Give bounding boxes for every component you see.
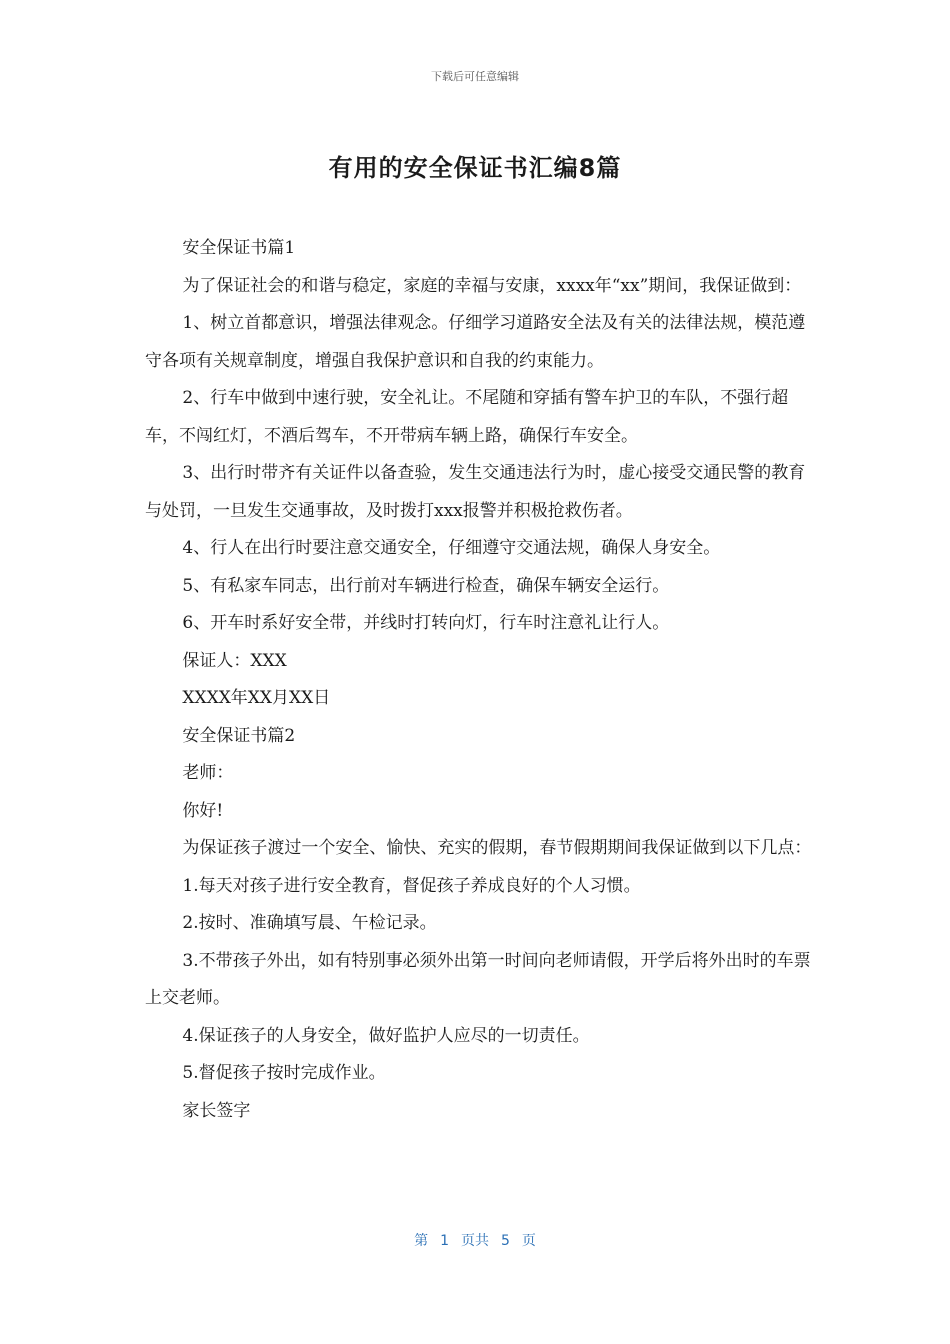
paragraph: 6、开车时系好安全带，并线时打转向灯，行车时注意礼让行人。 <box>182 613 670 633</box>
paragraph: 为了保证社会的和谐与稳定，家庭的幸福与安康，xxxx年“xx”期间，我保证做到： <box>182 275 802 296</box>
paragraph: 4.保证孩子的人身安全，做好监护人应尽的一切责任。 <box>182 1025 590 1046</box>
paragraph: 2.按时、准确填写晨、午检记录。 <box>182 913 437 933</box>
paragraph: 4、行人在出行时要注意交通安全，仔细遵守交通法规，确保人身安全。 <box>182 538 721 558</box>
signature-line: 保证人：XXX <box>182 650 287 671</box>
footer-prefix: 第 <box>414 1233 429 1249</box>
current-page-number: 1 <box>440 1233 449 1249</box>
document-title: 有用的安全保证书汇编8篇 <box>328 154 622 182</box>
section-heading-2: 安全保证书篇2 <box>182 725 296 746</box>
paragraph: 5、有私家车同志，出行前对车辆进行检查，确保车辆安全运行。 <box>182 575 670 596</box>
paragraph: 2、行车中做到中速行驶，安全礼让。不尾随和穿插有警车护卫的车队，不强行超车，不闯红灯，不酒后驾车，不开带病车辆上路，确保行车安全。 <box>145 388 789 446</box>
footer-mid: 页共 <box>461 1233 489 1249</box>
paragraph: 3.不带孩子外出，如有特别事必须外出第一时间向老师请假，开学后将外出时的车票上交老师。 <box>145 950 811 1008</box>
paragraph: 5.督促孩子按时完成作业。 <box>182 1063 386 1083</box>
parent-signature-label: 家长签字 <box>182 1100 251 1121</box>
paragraph: 1.每天对孩子进行安全教育，督促孩子养成良好的个人习惯。 <box>182 875 641 896</box>
section-heading-1: 安全保证书篇1 <box>182 238 296 258</box>
salutation: 老师： <box>182 763 234 783</box>
document-body <box>145 230 817 1130</box>
paragraph: 3、出行时带齐有关证件以备查验，发生交通违法行为时，虚心接受交通民警的教育与处罚，一旦发生交通事故，及时拨打xxx报警并积极抢救伤者。 <box>145 463 806 521</box>
header-note: 下载后可任意编辑 <box>431 70 519 83</box>
footer-suffix: 页 <box>521 1233 536 1249</box>
paragraph: 为保证孩子渡过一个安全、愉快、充实的假期，春节假期期间我保证做到以下几点： <box>182 838 812 858</box>
greeting: 你好! <box>182 800 224 821</box>
date-line: XXXX年XX月XX日 <box>182 688 331 708</box>
total-pages-number: 5 <box>501 1233 510 1249</box>
paragraph: 1、树立首都意识，增强法律观念。仔细学习道路安全法及有关的法律法规，模范遵守各项有关规章制度，增强自我保护意识和自我的约束能力。 <box>145 313 806 371</box>
page-footer <box>0 1230 950 1250</box>
